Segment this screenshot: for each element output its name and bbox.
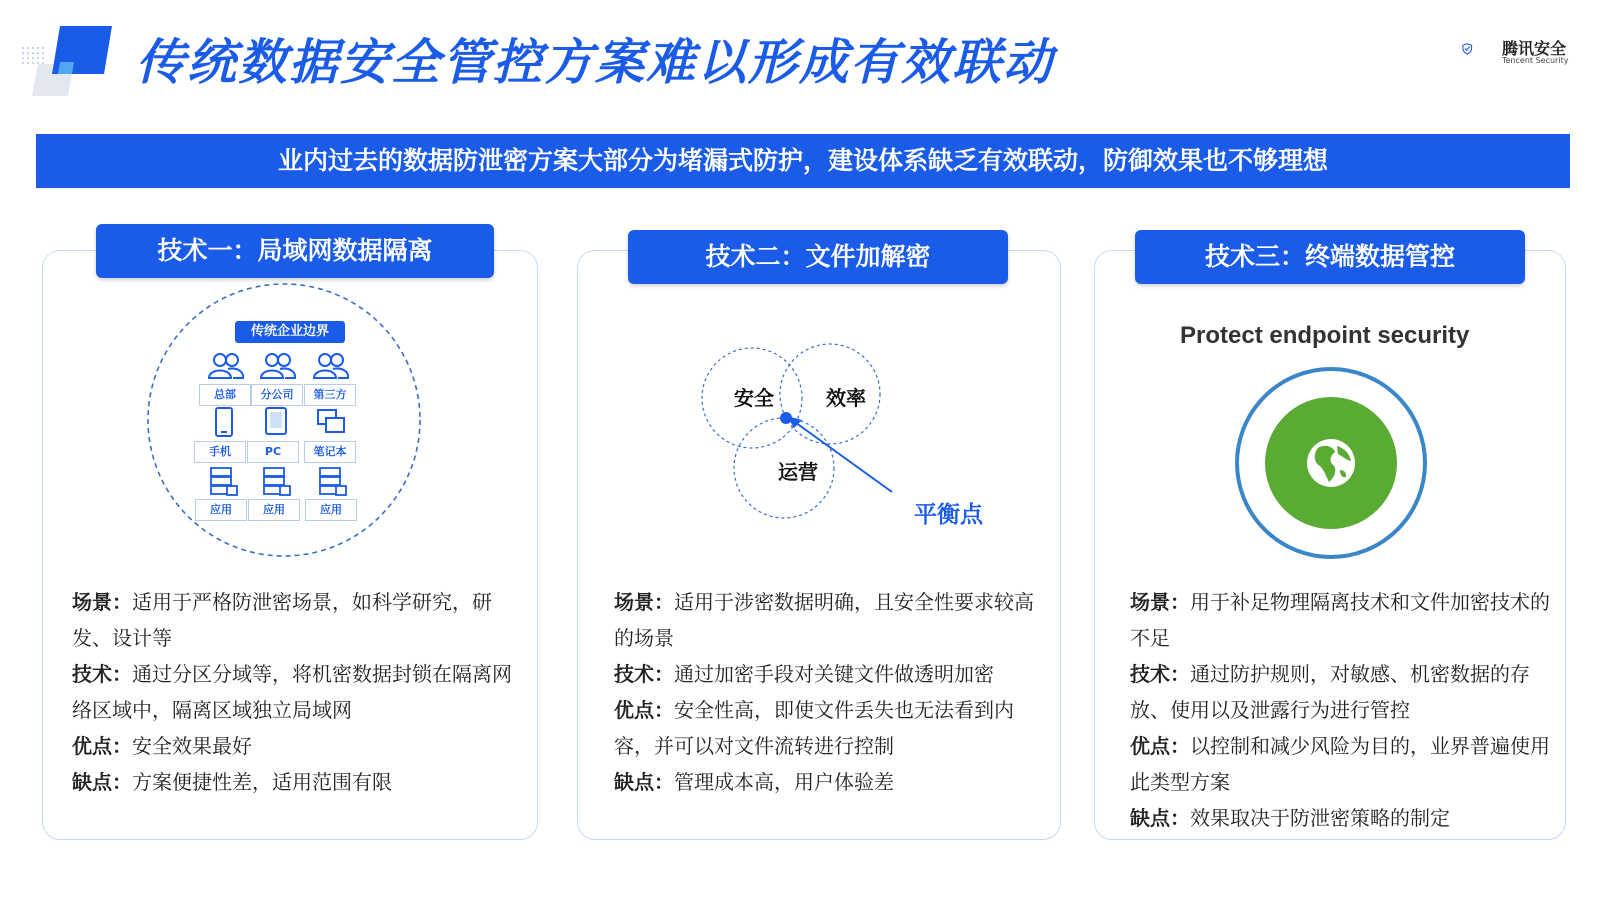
venn-label-security: 安全 [734, 386, 774, 410]
users-icon [206, 350, 246, 382]
desc-item: 技术：通过加密手段对关键文件做透明加密 [614, 662, 994, 686]
boundary-label: 传统企业边界 [235, 321, 345, 343]
card-description [1130, 584, 1550, 836]
card-description [614, 584, 1034, 800]
title-decoration [20, 26, 120, 102]
device-label: 应用 [195, 499, 247, 521]
desc-item: 场景：用于补足物理隔离技术和文件加密技术的不足 [1130, 590, 1550, 650]
desc-item: 场景：适用于涉密数据明确，且安全性要求较高的场景 [614, 590, 1034, 650]
desc-item: 优点：安全性高，即使文件丢失也无法看到内容，并可以对文件流转进行控制 [614, 698, 1014, 758]
desc-item: 优点：安全效果最好 [72, 734, 252, 758]
device-label: 手机 [194, 441, 246, 463]
card-description [72, 584, 512, 800]
desc-item: 缺点：方案便捷性差，适用范围有限 [72, 770, 392, 794]
venn-label-efficiency: 效率 [826, 386, 866, 410]
users-icon [258, 350, 298, 382]
device-label: 第三方 [304, 384, 356, 406]
endpoint-caption: Protect endpoint security [1180, 322, 1470, 349]
card-title: 技术一：局域网数据隔离 [96, 224, 494, 278]
brand-name-en: Tencent Security [1502, 56, 1569, 65]
globe-icon [1234, 366, 1428, 560]
device-label: 总部 [199, 384, 251, 406]
balance-point-label: 平衡点 [914, 502, 983, 528]
laptop-icon [310, 406, 350, 438]
device-label: 笔记本 [304, 441, 356, 463]
phone-icon [204, 406, 244, 438]
card-title: 技术二：文件加解密 [628, 230, 1008, 284]
desc-item: 缺点：效果取决于防泄密策略的制定 [1130, 806, 1450, 830]
server-lock-icon [256, 466, 296, 498]
desc-item: 缺点：管理成本高，用户体验差 [614, 770, 894, 794]
desc-item: 技术：通过防护规则，对敏感、机密数据的存放、使用以及泄露行为进行管控 [1130, 662, 1530, 722]
device-label: 应用 [305, 499, 357, 521]
server-lock-icon [312, 466, 352, 498]
summary-banner: 业内过去的数据防泄密方案大部分为堵漏式防护，建设体系缺乏有效联动，防御效果也不够理想 [36, 134, 1570, 188]
device-label: PC [247, 441, 299, 463]
shield-check-icon [1462, 32, 1496, 66]
card-title: 技术三：终端数据管控 [1135, 230, 1525, 284]
server-lock-icon [203, 466, 243, 498]
device-label: 分公司 [251, 384, 303, 406]
venn-label-operation: 运营 [778, 460, 818, 484]
desc-item: 优点：以控制和减少风险为目的，业界普遍使用此类型方案 [1130, 734, 1550, 794]
desc-item: 场景：适用于严格防泄密场景，如科学研究，研发、设计等 [72, 590, 492, 650]
brand-name: 腾讯安全 [1502, 39, 1567, 58]
desc-item: 技术：通过分区分域等，将机密数据封锁在隔离网络区域中，隔离区域独立局域网 [72, 662, 512, 722]
page-title: 传统数据安全管控方案难以形成有效联动 [136, 34, 1055, 91]
device-label: 应用 [248, 499, 300, 521]
users-icon [311, 350, 351, 382]
pc-icon [256, 406, 296, 438]
